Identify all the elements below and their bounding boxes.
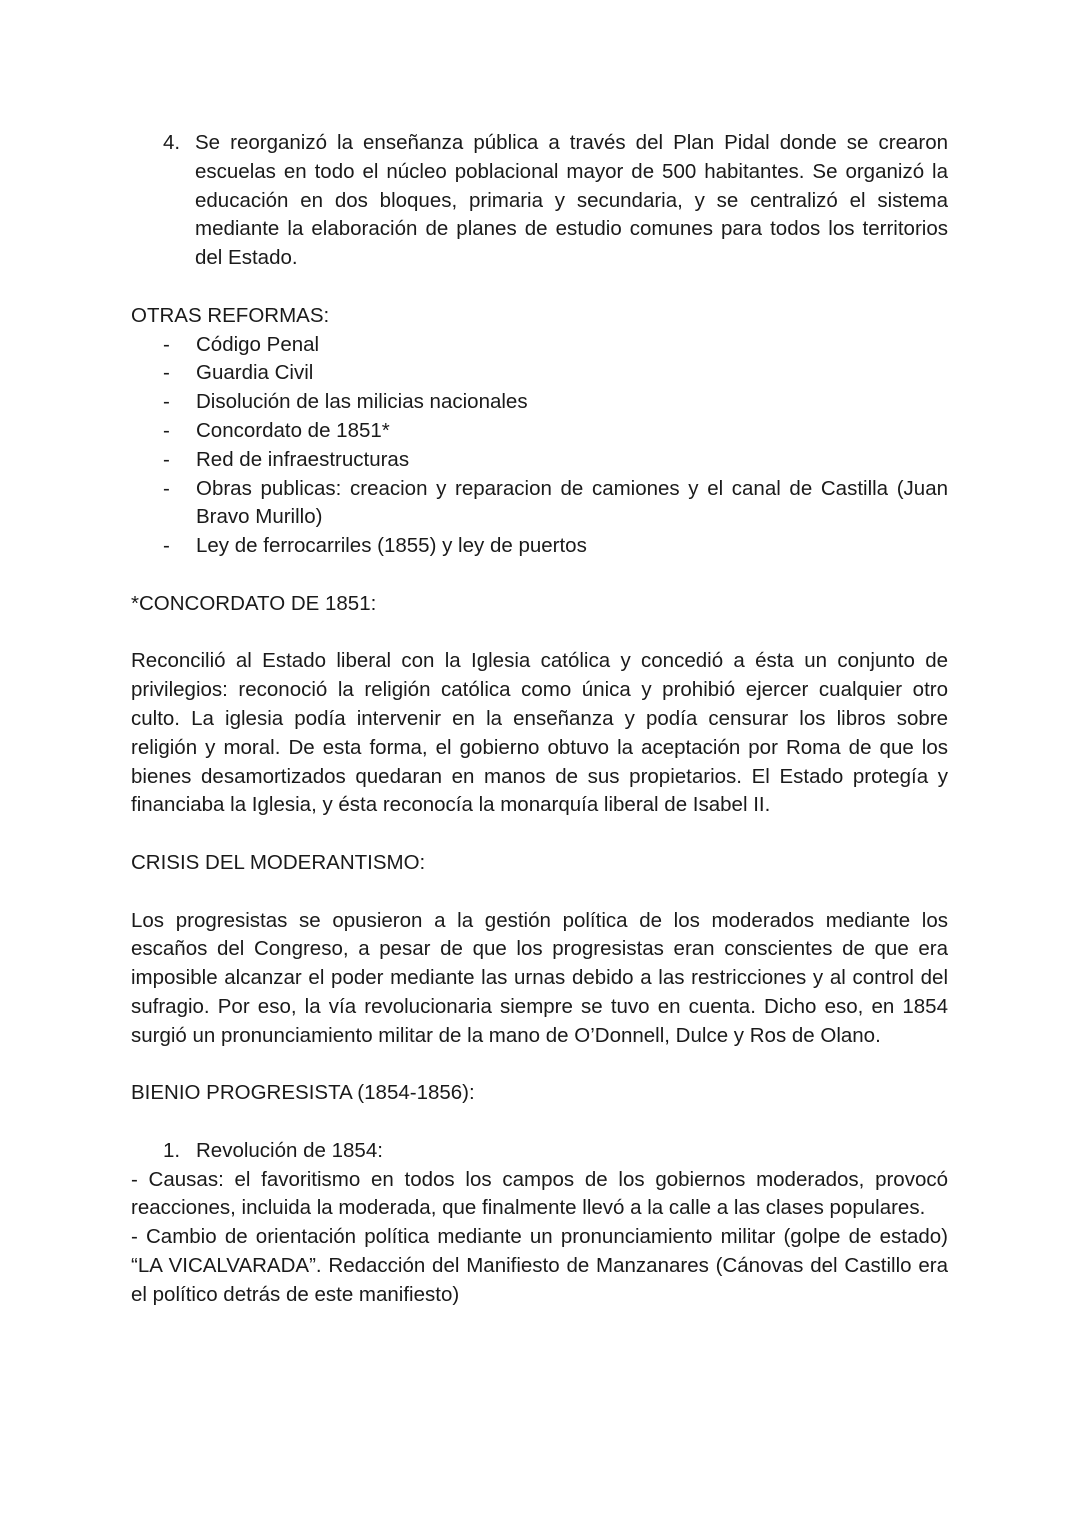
causas-paragraph: - Causas: el favoritismo en todos los campos de los gobiernos moderados, provocó reacciones, incluida la moderada, que finalmente llevó a la calle a las clases populares.	[131, 1167, 948, 1220]
list-item	[131, 359, 948, 388]
dash-marker: -	[163, 390, 170, 414]
list-item	[131, 331, 948, 360]
dash-marker: -	[163, 361, 170, 385]
crisis-paragraph: Los progresistas se opusieron a la gestión política de los moderados mediante los escaños del Congreso, a pesar de que los progresistas eran conscientes de que era imposible alcanzar el poder mediante las urnas debido a las restricciones y al control del sufragio. Por eso, la vía revolucionaria siempre se tuvo en cuenta. Dicho eso, en 1854 surgió un pronunciamiento militar de la mano de O’Donnell, Dulce y Ros de Olano.	[131, 908, 948, 1047]
dash-marker: -	[163, 418, 170, 442]
list-item-text: Ley de ferrocarriles (1855) y ley de puertos	[196, 534, 587, 558]
concordato-heading: *CONCORDATO DE 1851:	[131, 591, 377, 615]
document-page	[131, 129, 948, 1310]
list-item-text: Código Penal	[196, 332, 320, 356]
dash-marker: -	[163, 447, 170, 471]
otras-reformas-heading: OTRAS REFORMAS:	[131, 303, 330, 327]
list-item-text: Disolución de las milicias nacionales	[196, 390, 528, 414]
list-number: 1.	[163, 1138, 181, 1162]
list-item-text: Obras publicas: creacion y reparacion de camiones y el canal de Castilla (Juan Bravo Murillo)	[196, 476, 948, 529]
bienio-heading: BIENIO PROGRESISTA (1854-1856):	[131, 1081, 475, 1105]
list-item	[131, 446, 948, 475]
list-item	[131, 417, 948, 446]
list-item	[131, 532, 948, 561]
list-item-text: Concordato de 1851*	[196, 418, 390, 442]
dash-marker: -	[163, 534, 170, 558]
list-item-text: Red de infraestructuras	[196, 447, 410, 471]
list-item-text: Revolución de 1854:	[196, 1138, 383, 1162]
list-item	[131, 475, 948, 533]
crisis-heading: CRISIS DEL MODERANTISMO:	[131, 850, 426, 874]
dash-marker: -	[163, 476, 170, 500]
cambio-paragraph: - Cambio de orientación política mediante un pronunciamiento militar (golpe de estado) “LA VICALVARADA”. Redacción del Manifiesto de Manzanares (Cánovas del Castillo era el político detrás de este manifiesto)	[131, 1225, 948, 1306]
list-number: 4.	[163, 131, 181, 154]
list-item-text: Guardia Civil	[196, 361, 314, 385]
list-item-text: Se reorganizó la enseñanza pública a través del Plan Pidal donde se crearon escuelas en todo el núcleo poblacional mayor de 500 habitantes. Se organizó la educación en dos bloques, primaria y secundaria, y se centralizó el sistema mediante la elaboración de planes de estudio comunes para todos los territorios del Estado.	[195, 131, 948, 270]
numbered-item-4	[131, 129, 948, 273]
otras-reformas-list	[131, 331, 948, 561]
list-item	[131, 388, 948, 417]
numbered-item-1	[131, 1137, 948, 1166]
concordato-paragraph: Reconcilió al Estado liberal con la Iglesia católica y concedió a ésta un conjunto de privilegios: reconoció la religión católica como única y prohibió ejercer cualquier otro culto. La iglesia podía intervenir en la enseñanza y podía censurar los libros sobre religión y moral. De esta forma, el gobierno obtuvo la aceptación por Roma de que los bienes desamortizados quedaran en manos de sus propietarios. El Estado protegía y financiaba la Iglesia, y ésta reconocía la monarquía liberal de Isabel II.	[131, 649, 948, 817]
dash-marker: -	[163, 332, 170, 356]
